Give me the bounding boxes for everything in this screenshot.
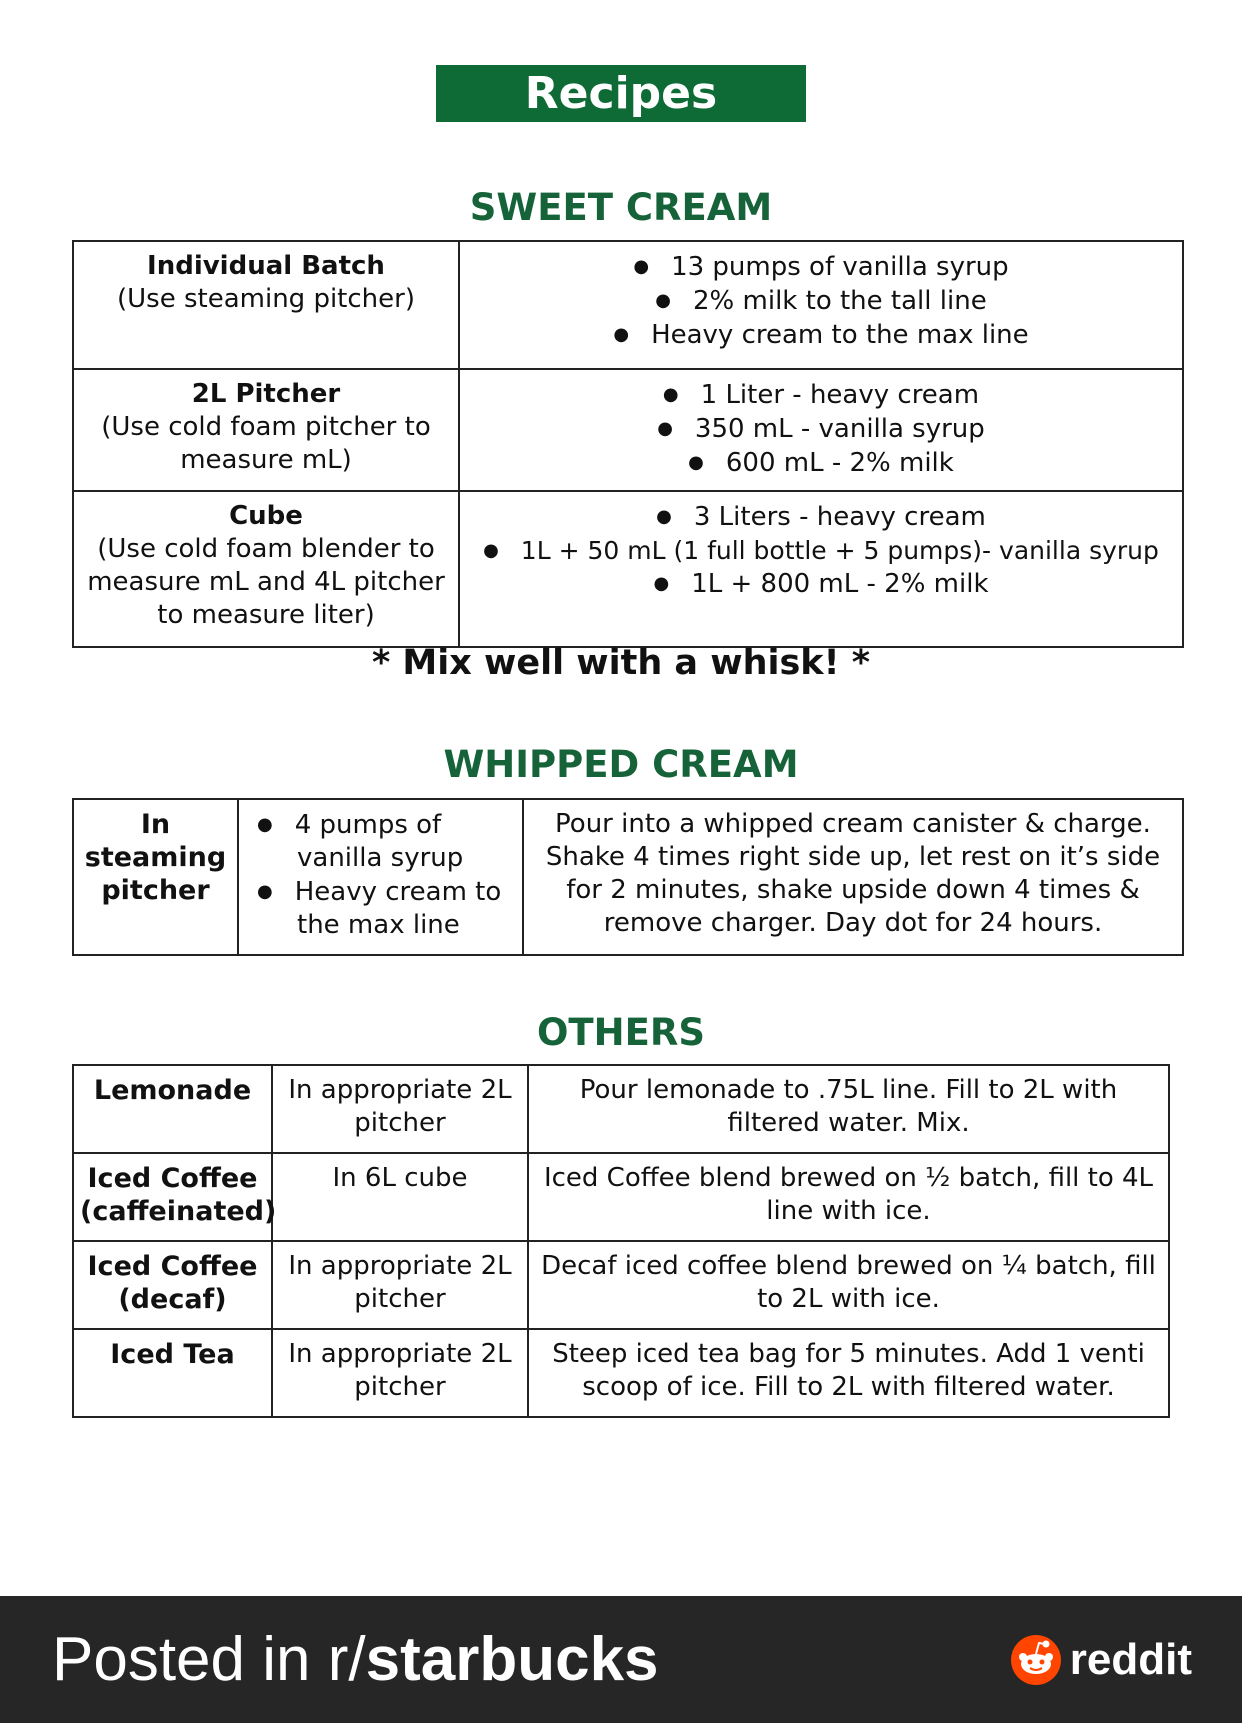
list-item: ● 2% milk to the tall line — [466, 284, 1176, 318]
ingredients-cell — [459, 241, 1183, 369]
ingredient-list — [466, 500, 1176, 601]
reddit-footer — [0, 1596, 1242, 1723]
page-title: Recipes — [436, 65, 806, 122]
list-item: ● 1L + 800 mL - 2% milk — [466, 567, 1176, 601]
drink-name-cell: Lemonade — [73, 1065, 272, 1153]
ingredients-cell — [459, 491, 1183, 647]
others-table — [72, 1064, 1170, 1418]
table-row — [73, 1153, 1169, 1241]
list-item: ● 600 mL - 2% milk — [466, 446, 1176, 480]
sweet-cream-table — [72, 240, 1184, 648]
ingredients-cell — [459, 369, 1183, 491]
batch-note: (Use steaming pitcher) — [117, 284, 415, 314]
reddit-snoo-icon — [1010, 1634, 1062, 1686]
others-heading: OTHERS — [536, 1011, 706, 1054]
table-row — [73, 1241, 1169, 1329]
whipped-label-cell: In steaming pitcher — [73, 799, 238, 955]
batch-name: 2L Pitcher — [191, 379, 341, 409]
list-item: ● 1L + 50 mL (1 full bottle + 5 pumps)- vanilla syrup — [466, 534, 1176, 567]
ingredient-list — [294, 808, 516, 942]
whipped-cream-heading: WHIPPED CREAM — [443, 743, 799, 786]
instructions-cell: Steep iced tea bag for 5 minutes. Add 1 venti scoop of ice. Fill to 2L with filtered water. — [528, 1329, 1169, 1417]
list-item: ● 3 Liters - heavy cream — [466, 500, 1176, 534]
list-item: ● 1 Liter - heavy cream — [466, 378, 1176, 412]
list-item: ● Heavy cream to the max line — [297, 875, 516, 942]
batch-name: Individual Batch — [147, 251, 385, 281]
instructions-cell: Pour lemonade to .75L line. Fill to 2L with filtered water. Mix. — [528, 1065, 1169, 1153]
whisk-note: * Mix well with a whisk! * — [371, 643, 871, 683]
batch-note: (Use cold foam blender to measure mL and 4L pitcher to measure liter) — [87, 534, 445, 630]
whipped-cream-table — [72, 798, 1184, 956]
reddit-logo[interactable] — [1010, 1634, 1192, 1686]
container-cell: In appropriate 2L pitcher — [272, 1329, 528, 1417]
ingredient-list — [466, 250, 1176, 352]
container-cell: In 6L cube — [272, 1153, 528, 1241]
batch-label-cell — [73, 241, 459, 369]
container-cell: In appropriate 2L pitcher — [272, 1241, 528, 1329]
batch-label-cell — [73, 369, 459, 491]
table-row — [73, 799, 1183, 955]
reddit-wordmark: reddit — [1069, 1635, 1192, 1684]
list-item: ● 13 pumps of vanilla syrup — [466, 250, 1176, 284]
table-row — [73, 491, 1183, 647]
batch-note: (Use cold foam pitcher to measure mL) — [101, 412, 431, 475]
sweet-cream-heading: SWEET CREAM — [469, 186, 773, 229]
drink-name-cell: Iced Coffee (caffeinated) — [73, 1153, 272, 1241]
instructions-cell: Pour into a whipped cream canister & charge. Shake 4 times right side up, let rest on it’s side for 2 minutes, shake upside down 4 times & remove charger. Day dot for 24 hours. — [523, 799, 1183, 955]
table-row — [73, 241, 1183, 369]
ingredients-cell — [238, 799, 523, 955]
list-item: ● Heavy cream to the max line — [466, 318, 1176, 352]
list-item: ● 4 pumps of vanilla syrup — [297, 808, 516, 875]
list-item: ● 350 mL - vanilla syrup — [466, 412, 1176, 446]
batch-label-cell — [73, 491, 459, 647]
instructions-cell: Decaf iced coffee blend brewed on ¼ batch, fill to 2L with ice. — [528, 1241, 1169, 1329]
posted-prefix: Posted in r/ — [52, 1625, 366, 1694]
table-row — [73, 1065, 1169, 1153]
batch-name: Cube — [229, 501, 303, 531]
container-cell: In appropriate 2L pitcher — [272, 1065, 528, 1153]
drink-name-cell: Iced Tea — [73, 1329, 272, 1417]
table-row — [73, 1329, 1169, 1417]
instructions-cell: Iced Coffee blend brewed on ½ batch, fill to 4L line with ice. — [528, 1153, 1169, 1241]
table-row — [73, 369, 1183, 491]
posted-in-label[interactable] — [52, 1624, 659, 1696]
ingredient-list — [466, 378, 1176, 480]
subreddit-name: starbucks — [365, 1625, 659, 1694]
drink-name-cell: Iced Coffee (decaf) — [73, 1241, 272, 1329]
